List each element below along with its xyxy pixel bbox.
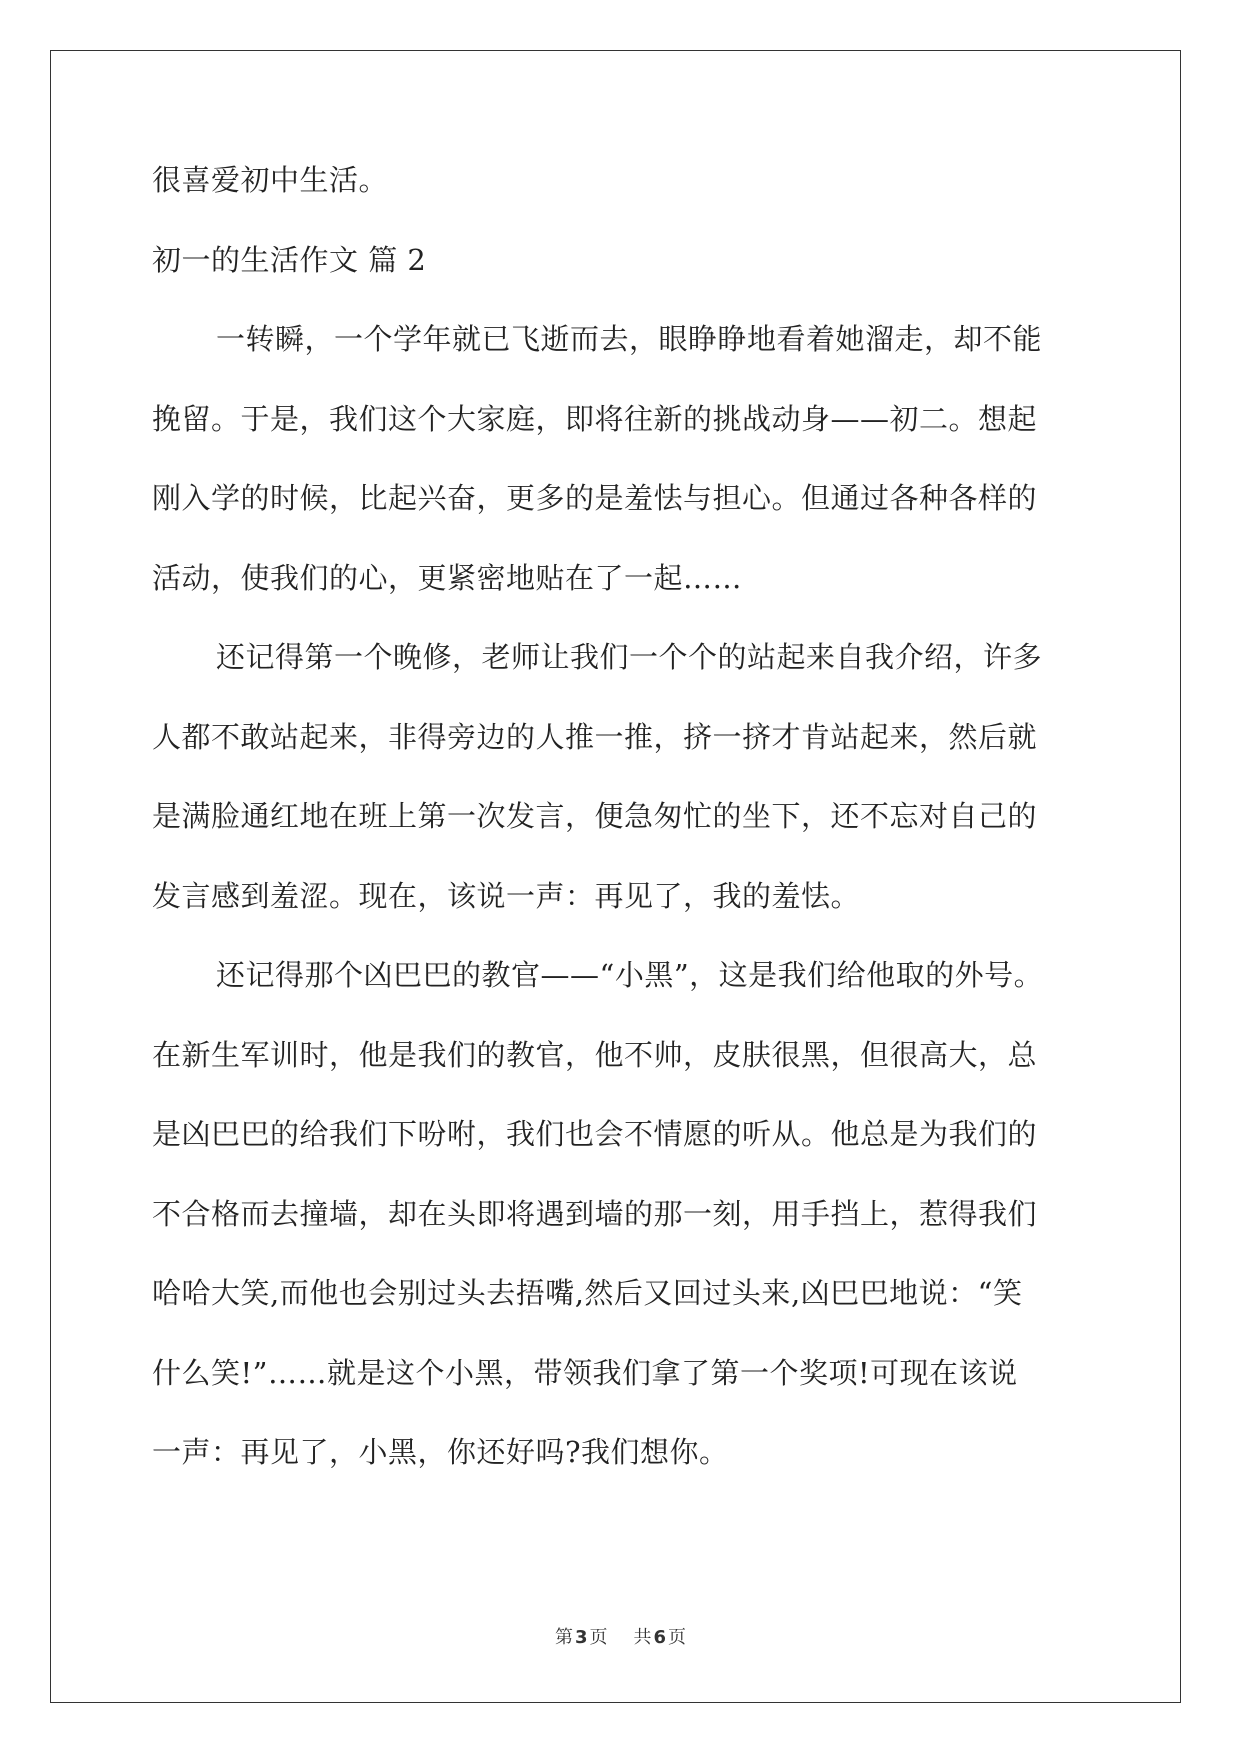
text-line: 是满脸通红地在班上第一次发言，便急匆忙的坐下，还不忘对自己的 — [152, 799, 1038, 833]
text-line: 一转瞬，一个学年就已飞逝而去，眼睁睁地看着她溜走，却不能 — [216, 322, 1043, 356]
text-line: 活动，使我们的心，更紧密地贴在了一起…… — [152, 560, 743, 595]
page-number-prefix: 第 — [554, 1627, 573, 1648]
text-line: 人都不敢站起来，非得旁边的人推一推，挤一挤才肯站起来，然后就 — [152, 719, 1038, 754]
text-line: 哈哈大笑,而他也会别过头去捂嘴,然后又回过头来,凶巴巴地说：“笑 — [152, 1276, 1023, 1310]
section-heading: 初一的生活作文 篇 2 — [152, 242, 427, 277]
page-number-total: 6 — [653, 1627, 667, 1648]
text-line: 刚入学的时候，比起兴奋，更多的是羞怯与担心。但通过各种各样的 — [152, 481, 1038, 515]
text-line: 发言感到羞涩。现在，该说一声：再见了，我的羞怯。 — [152, 878, 861, 913]
page-total-prefix: 共 — [633, 1627, 652, 1648]
text-line: 挽留。于是，我们这个大家庭，即将往新的挑战动身——初二。想起 — [152, 401, 1038, 436]
text-line: 是凶巴巴的给我们下吩咐，我们也会不情愿的听从。他总是为我们的 — [152, 1117, 1038, 1151]
text-line: 一声：再见了，小黑，你还好吗?我们想你。 — [152, 1435, 729, 1469]
page-total-suffix: 页 — [668, 1627, 687, 1648]
text-line: 不合格而去撞墙，却在头即将遇到墙的那一刻，用手挡上，惹得我们 — [152, 1196, 1038, 1231]
text-line: 在新生军训时，他是我们的教官，他不帅，皮肤很黑，但很高大，总 — [152, 1037, 1038, 1072]
text-line: 还记得第一个晚修，老师让我们一个个的站起来自我介绍，许多 — [216, 640, 1043, 674]
page-footer — [0, 1626, 1241, 1650]
document-body — [152, 160, 1092, 1512]
page-number-current: 3 — [574, 1627, 588, 1648]
text-line: 还记得那个凶巴巴的教官——“小黑”，这是我们给他取的外号。 — [216, 958, 1044, 992]
text-line: 什么笑!”……就是这个小黑，带领我们拿了第一个奖项!可现在该说 — [152, 1355, 1018, 1390]
text-line: 很喜爱初中生活。 — [152, 163, 389, 197]
page-number-suffix: 页 — [589, 1627, 608, 1648]
